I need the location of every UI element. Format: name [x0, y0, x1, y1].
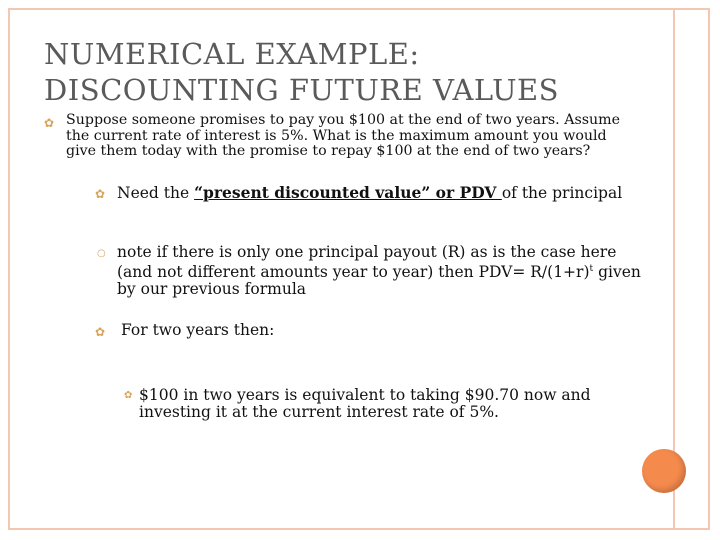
decorative-circle — [642, 449, 686, 493]
flower-bullet-icon: ✿ — [124, 390, 133, 401]
formula-tail: given by our previous formula — [117, 263, 641, 299]
main-bullet-text: Suppose someone promises to pay you $100 at the end of two years. Assume the current rate of interest is 5%. What is the maximum amount you would give them today with the promise to repay $100 at the end of two years? — [66, 112, 620, 159]
circle-bullet-icon: ○ — [97, 248, 106, 259]
formula-superscript: t — [589, 264, 594, 274]
pdv-suffix: of the principal — [501, 184, 623, 202]
sub-bullet-equivalence: $100 in two years is equivalent to taking $90.70 now and investing it at the current interest rate of 5%. — [139, 386, 591, 421]
flower-bullet-icon: ✿ — [95, 325, 106, 339]
pdv-emphasis: “present discounted value” or PDV — [194, 183, 502, 202]
flower-bullet-icon: ✿ — [44, 116, 55, 130]
title-line-2: DISCOUNTING FUTURE VALUES — [44, 73, 560, 107]
formula-text: note if there is only one principal payout (R) as is the case here (and not different amounts year to year) then PDV= R/(1+r) — [117, 243, 617, 282]
slide-title — [44, 36, 644, 108]
title-line-1: NUMERICAL EXAMPLE: — [44, 37, 420, 71]
sub-bullet-two-years: For two years then: — [121, 321, 275, 339]
sub-bullet-pdv — [117, 184, 637, 202]
flower-bullet-icon: ✿ — [95, 187, 106, 201]
sub-bullet-formula — [117, 244, 647, 298]
pdv-prefix: Need the — [117, 184, 195, 202]
